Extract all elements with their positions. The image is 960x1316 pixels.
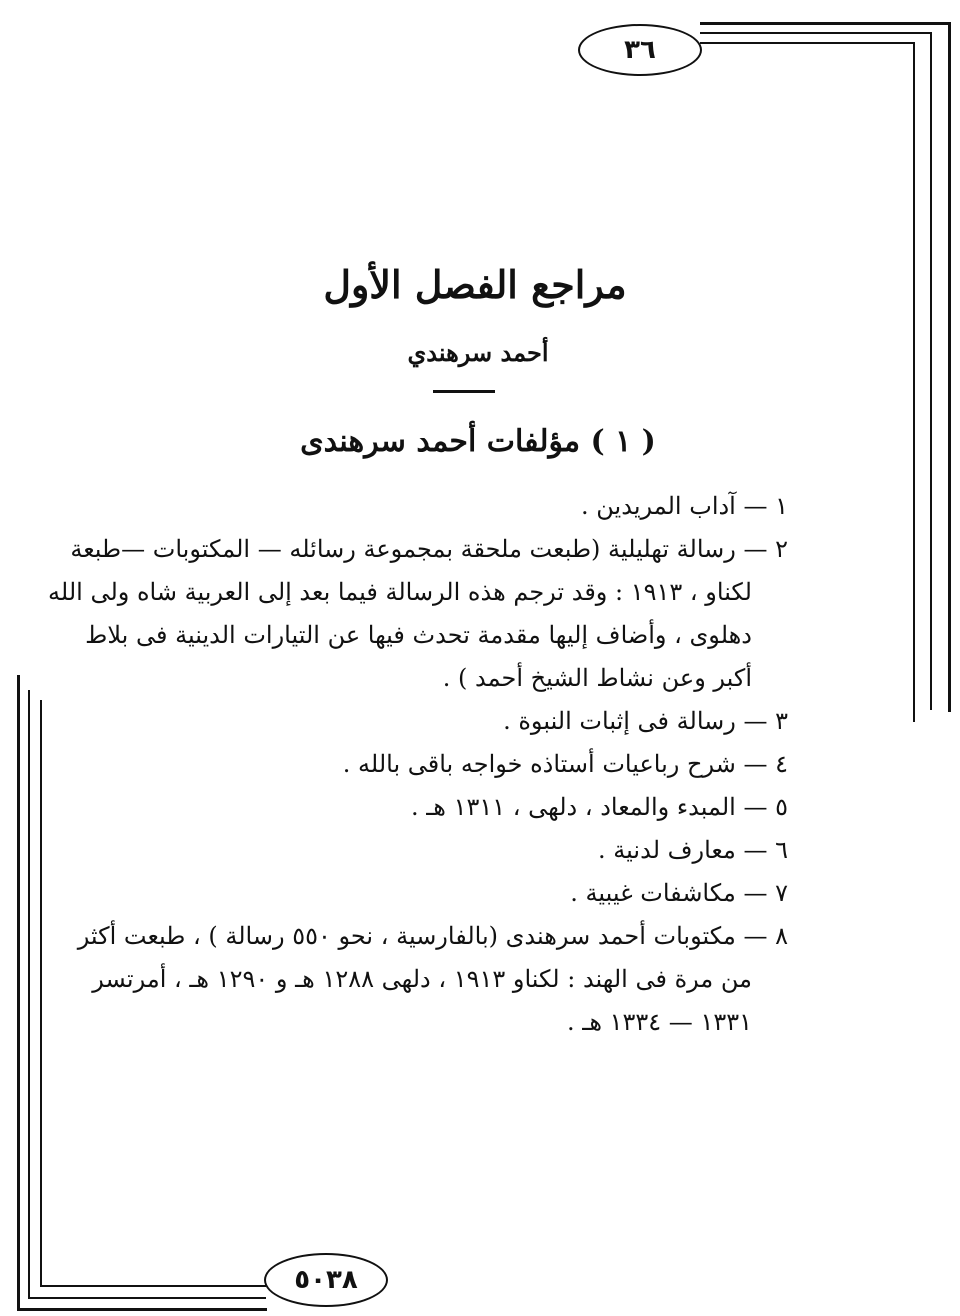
frame-right-line <box>913 42 915 722</box>
frame-left-line <box>17 675 20 1310</box>
entry-line: لكناو ، ١٩١٣ : وقد ترجم هذه الرسالة فيما بعد إلى العربية شاه ولى الله <box>48 578 752 606</box>
list-item <box>48 528 788 700</box>
list-item <box>77 915 788 1044</box>
list-item <box>168 743 788 786</box>
page-number-top-text: ٣٦ <box>624 35 656 65</box>
entry-line: ٦ — معارف لدنية . <box>598 836 788 864</box>
frame-right-line <box>948 22 951 712</box>
frame-top-line <box>700 22 950 25</box>
page-number-bottom-text: ٥٠٣٨ <box>294 1265 358 1295</box>
entry-line: ٢ — رسالة تهليلية (طبعت ملحقة بمجموعة رسائله — المكتوبات —طبعة <box>70 535 788 563</box>
entry-line: ١٣٣١ — ١٣٣٤ هـ . <box>567 1008 752 1036</box>
entry-line: من مرة فى الهند : لكناو ١٩١٣ ، دلهى ١٢٨٨ هـ و ١٢٩٠ هـ ، أمرتسر <box>92 965 752 993</box>
list-item <box>168 700 788 743</box>
frame-top-line <box>700 32 932 34</box>
frame-bottom-line <box>40 1285 266 1287</box>
entry-line: دهلوى ، وأضاف إليها مقدمة تحدث فيها عن التيارات الدينية فى بلاط <box>85 621 752 649</box>
section-heading: ( ١ ) مؤلفات أحمد سرهندى <box>300 424 656 459</box>
list-item <box>168 786 788 829</box>
frame-left-line <box>28 690 30 1298</box>
frame-right-line <box>930 32 932 710</box>
entry-line: ٨ — مكتوبات أحمد سرهندى (بالفارسية ، نحو ٥٥٠ رسالة ) ، طبعت أكثر <box>77 922 788 950</box>
list-item <box>168 485 788 528</box>
frame-bottom-line <box>28 1297 266 1299</box>
frame-top-line <box>700 42 914 44</box>
divider-rule <box>433 390 495 393</box>
entry-line: ٧ — مكاشفات غيبية . <box>570 879 788 907</box>
frame-bottom-line <box>17 1308 267 1311</box>
entry-line: ٥ — المبدء والمعاد ، دلهى ، ١٣١١ هـ . <box>411 793 788 821</box>
reference-list <box>48 485 788 1044</box>
page-number-top <box>578 24 702 76</box>
entry-line: أكبر وعن نشاط الشيخ أحمد ) . <box>442 664 752 692</box>
entry-line: ٤ — شرح رباعيات أستاذه خواجه باقى بالله . <box>342 750 788 778</box>
list-item <box>168 829 788 872</box>
page-title: مراجع الفصل الأول <box>323 262 627 307</box>
page-number-bottom <box>264 1253 388 1307</box>
entry-line: ٣ — رسالة فى إثبات النبوة . <box>503 707 788 735</box>
frame-left-line <box>40 700 42 1286</box>
entry-line: ١ — آداب المريدين . <box>581 492 788 520</box>
list-item <box>168 872 788 915</box>
author-subtitle: أحمد سرهندي <box>407 338 549 367</box>
